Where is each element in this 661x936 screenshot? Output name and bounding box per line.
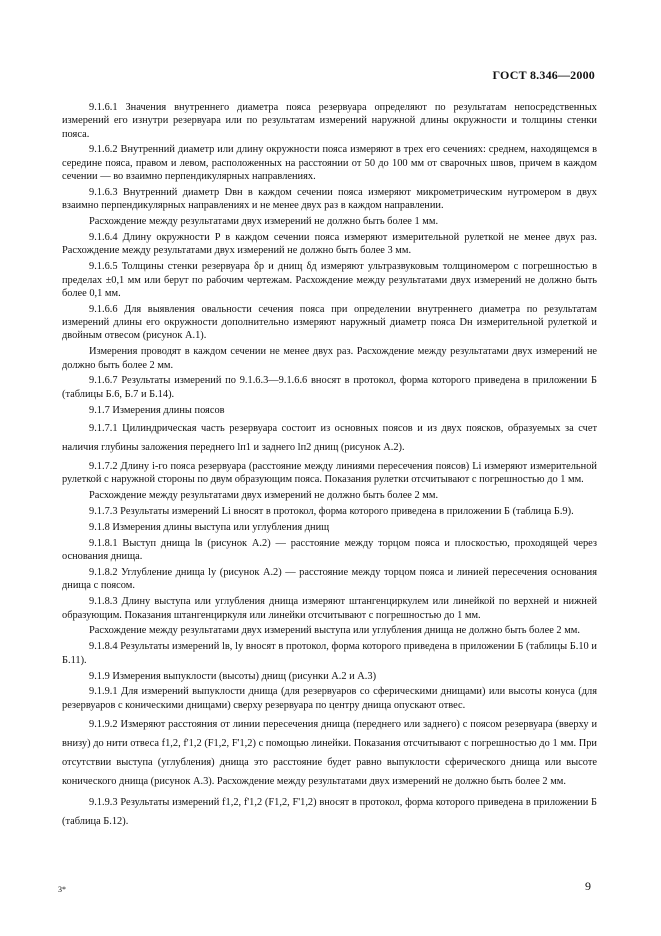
section-heading: 9.1.7 Измерения длины поясов	[89, 404, 225, 416]
paragraph: 9.1.9.3 Результаты измерений f1,2, f'1,2 (F1,2, F'1,2) вносят в протокол, форма которого приведена в приложении Б (таблица Б.12).	[62, 797, 597, 828]
paragraph: 9.1.8.4 Результаты измерений lв, lу вносят в протокол, форма которого приведена в приложении Б (таблицы Б.10 и Б.11).	[62, 641, 597, 666]
paragraph: 9.1.8.2 Углубление днища lу (рисунок А.2) — расстояние между торцом пояса и линией пересечения основания днища с поясом.	[62, 567, 597, 592]
paragraph: 9.1.9.1 Для измерений выпуклости днища (для резервуаров со сферическими днищами) или высоты конуса (для резервуаров с коническими днищами) сверху резервуара по центру днища опускают отвес.	[62, 686, 597, 711]
paragraph: 9.1.6.6 Для выявления овальности сечения пояса при определении внутреннего диаметра по результатам измерений длины его окружности дополнительно измеряют наружный диаметр пояса Dн измерительной рулеткой и двойным отвесом (рисунок А.1).	[62, 303, 597, 342]
paragraph: 9.1.7.2 Длину i-го пояса резервуара (расстояние между линиями пересечения поясов) Li измеряют измерительной рулеткой с наружной стороны по двум образующим пояса. Показания рулетки отсчитывают с погрешностью до 1 мм.	[62, 461, 597, 486]
section-heading: 9.1.8 Измерения длины выступа или углубления днищ	[89, 522, 330, 534]
paragraph: 9.1.6.3 Внутренний диаметр Dвн в каждом сечении пояса измеряют микрометрическим нутромером в двух взаимно перпендикулярных направлениях и не менее двух раз в каждом направлении.	[62, 186, 597, 212]
sheet-mark: 3*	[58, 885, 66, 894]
paragraph: 9.1.9.2 Измеряют расстояния от линии пересечения днища (переднего или заднего) с поясом резервуара (вверху и внизу) до нити отвеса f1,2, f'1,2 (F1,2, F'1,2) с помощью линейки. Показания отсчитывают с погрешностью до 1 мм. При отсутствии выступа (углубления) днища это расстояние будет равно выпуклости сферического днища или высоте конического днища (рисунок А.3). Расхождение между результатами двух измерений не должно быть более 2 мм.	[62, 718, 597, 787]
page-number: 9	[585, 879, 591, 893]
paragraph: 9.1.6.1 Значения внутреннего диаметра пояса резервуара определяют по результатам непосредственных измерений его изнутри резервуара или по результатам измерений наружной длины окружности и толщины стенки пояса.	[62, 102, 597, 140]
paragraph: Расхождение между результатами двух измерений не должно быть более 1 мм.	[89, 216, 439, 228]
document-body	[62, 101, 597, 834]
paragraph: Расхождение между результатами двух измерений выступа или углубления днища не должно быть более 2 мм.	[89, 625, 580, 637]
document-header: ГОСТ 8.346—2000	[492, 68, 595, 82]
paragraph: 9.1.6.2 Внутренний диаметр или длину окружности пояса измеряют в трех его сечениях: среднем, находящемся в середине пояса, правом и левом, расположенных на расстоянии от 50 до 100 мм от сварочных швов, причем в каждом сечении — во взаимно перпендикулярных направлениях.	[62, 144, 597, 183]
paragraph: 9.1.7.3 Результаты измерений Li вносят в протокол, форма которого приведена в приложении Б (таблица Б.9).	[89, 506, 574, 518]
paragraph: 9.1.6.4 Длину окружности P в каждом сечении пояса измеряют измерительной рулеткой не менее двух раз. Расхождение между результатами двух измерений не должно быть более 3 мм.	[62, 232, 597, 257]
paragraph: Расхождение между результатами двух измерений не должно быть более 2 мм.	[89, 490, 439, 502]
section-heading: 9.1.9 Измерения выпуклости (высоты) днищ (рисунки А.2 и А.3)	[89, 670, 377, 682]
paragraph: 9.1.8.1 Выступ днища lв (рисунок А.2) — расстояние между торцом пояса и плоскостью, проходящей через основания днища.	[62, 537, 597, 563]
paragraph: 9.1.8.3 Длину выступа или углубления днища измеряют штангенциркулем или линейкой по верхней и нижней образующим. Показания штангенциркуля или линейки отсчитывают с погрешностью до 1 мм.	[62, 596, 597, 621]
paragraph: 9.1.7.1 Цилиндрическая часть резервуара состоит из основных поясов и из двух поясков, образуемых за счет наличия глубины заложения переднего lп1 и заднего lп2 днищ (рисунок А.2).	[62, 423, 597, 454]
paragraph: Измерения проводят в каждом сечении не менее двух раз. Расхождение между результатами двух измерений не должно быть более 2 мм.	[62, 346, 597, 371]
paragraph: 9.1.6.5 Толщины стенки резервуара δр и днищ δд измеряют ультразвуковым толщиномером с погрешностью в пределах ±0,1 мм или берут по рабочим чертежам. Расхождение между результатами двух измерений не должно быть более 0,1 мм.	[62, 261, 597, 299]
paragraph: 9.1.6.7 Результаты измерений по 9.1.6.3—9.1.6.6 вносят в протокол, форма которого приведена в приложении Б (таблицы Б.6, Б.7 и Б.14).	[62, 375, 597, 400]
